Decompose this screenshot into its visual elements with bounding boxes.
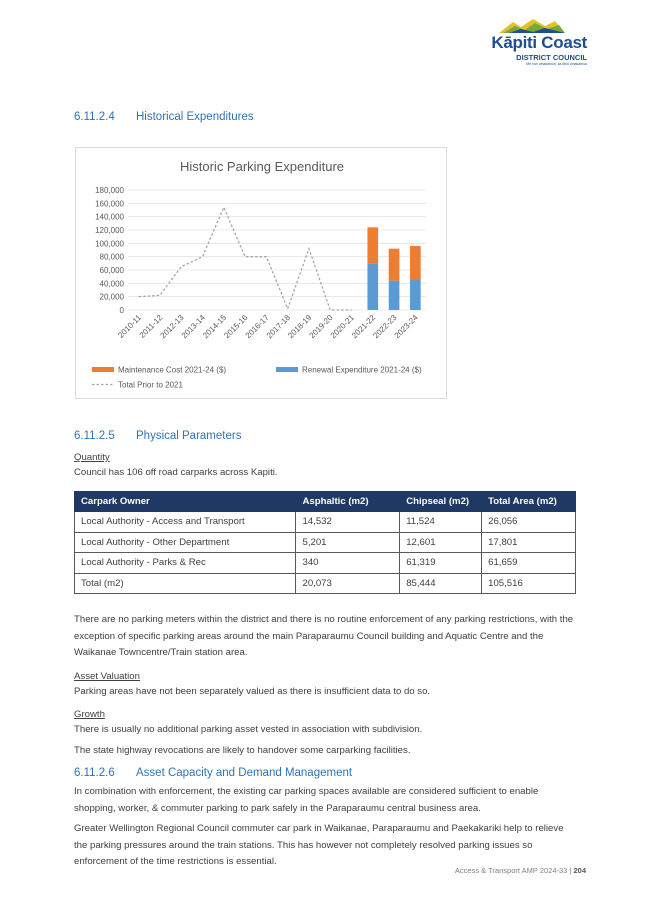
carpark-area-table xyxy=(74,491,576,594)
quantity-heading: Quantity xyxy=(74,452,110,463)
x-tick-label: 2023-24 xyxy=(392,313,420,341)
y-tick-label: 20,000 xyxy=(99,292,124,302)
bar-renewal xyxy=(367,263,378,310)
section-heading-capacity-demand xyxy=(74,767,352,779)
bar-renewal xyxy=(389,281,400,310)
legend-label: Total Prior to 2021 xyxy=(118,380,183,390)
legend-swatch xyxy=(92,367,114,372)
capacity-paragraph-2: Greater Wellington Regional Council commuter car park in Waikanae, Paraparaumu and Paekakariki help to relieve the parking pressures around the train stations. This has however not completely resolved parking issues so enforcement of the time restrictions is essential. xyxy=(74,823,564,867)
section-heading-physical-parameters xyxy=(74,430,241,442)
page-footer xyxy=(455,866,586,875)
table-row xyxy=(75,553,576,574)
x-tick-label: 2016-17 xyxy=(243,313,271,341)
x-tick-label: 2018-19 xyxy=(286,313,314,341)
series-line-total-prior xyxy=(139,207,352,310)
section-title: Physical Parameters xyxy=(136,430,242,442)
bar-renewal xyxy=(410,280,421,310)
logo-tagline: Me huri whakamuri, ka titiro whakamua xyxy=(526,62,587,66)
col-header-owner: Carpark Owner xyxy=(75,492,296,512)
y-tick-label: 0 xyxy=(119,306,124,315)
col-header-total: Total Area (m2) xyxy=(482,492,576,512)
y-tick-label: 100,000 xyxy=(95,239,124,249)
y-tick-label: 60,000 xyxy=(99,266,124,275)
y-tick-label: 160,000 xyxy=(95,199,124,209)
growth-heading: Growth xyxy=(74,709,105,720)
x-tick-label: 2019-20 xyxy=(307,313,335,341)
table-cell: 17,801 xyxy=(482,532,576,553)
table-cell: 20,073 xyxy=(296,573,400,594)
section-number: 6.11.2.6 xyxy=(74,767,115,779)
page-number: 204 xyxy=(573,866,586,875)
table-row xyxy=(75,532,576,553)
table-cell: 5,201 xyxy=(296,532,400,553)
table-cell: 26,056 xyxy=(482,512,576,533)
legend-label: Renewal Expenditure 2021-24 ($) xyxy=(302,365,422,375)
logo-subtitle: DISTRICT COUNCIL xyxy=(516,53,587,62)
bar-maintenance xyxy=(367,227,378,263)
col-header-asphaltic: Asphaltic (m2) xyxy=(296,492,400,512)
table-cell: Local Authority - Parks & Rec xyxy=(75,553,296,574)
logo-hills-icon xyxy=(499,18,565,34)
chart-title: Historic Parking Expenditure xyxy=(179,159,345,174)
legend-label: Maintenance Cost 2021-24 ($) xyxy=(118,365,227,375)
asset-valuation-text: Parking areas have not been separately valued as there is insufficient data to do so. xyxy=(74,686,431,697)
y-tick-label: 120,000 xyxy=(95,226,124,235)
section-title: Historical Expenditures xyxy=(136,111,254,123)
y-tick-label: 180,000 xyxy=(95,186,124,195)
section-number: 6.11.2.4 xyxy=(74,111,115,123)
table-header-row xyxy=(75,492,576,512)
table-row-total xyxy=(75,573,576,594)
capacity-paragraph-1: In combination with enforcement, the existing car parking spaces available are considered sufficient to enable shopping, worker, & commuter parking to park safely in the Paraparaumu central business area. xyxy=(74,786,539,814)
legend-swatch xyxy=(276,367,298,372)
x-tick-label: 2013-14 xyxy=(179,313,207,341)
x-tick-label: 2015-16 xyxy=(222,313,250,341)
table-cell: 12,601 xyxy=(400,532,482,553)
section-heading-historical-expenditures xyxy=(74,111,254,123)
y-tick-label: 40,000 xyxy=(99,279,124,289)
x-tick-label: 2017-18 xyxy=(264,313,293,341)
x-tick-label: 2010-11 xyxy=(116,313,144,340)
parking-meters-paragraph: There are no parking meters within the district and there is no routine enforcement of any parking restrictions, with the exception of specific parking areas around the main Paraparaumu Council building and Aquatic Centre and the Waikanae Towncentre/Train station area. xyxy=(74,614,574,658)
col-header-chipseal: Chipseal (m2) xyxy=(400,492,482,512)
x-tick-label: 2022-23 xyxy=(371,313,399,341)
x-tick-label: 2012-13 xyxy=(158,313,186,341)
table-cell: 340 xyxy=(296,553,400,574)
y-tick-label: 80,000 xyxy=(99,252,124,262)
table-cell: 61,659 xyxy=(482,553,576,574)
table-cell: Local Authority - Other Department xyxy=(75,532,296,553)
council-logo xyxy=(477,18,587,70)
x-tick-label: 2014-15 xyxy=(201,313,229,341)
table-cell: 11,524 xyxy=(400,512,482,533)
logo-name: Kāpiti Coast xyxy=(491,33,587,52)
historic-parking-chart xyxy=(75,147,447,399)
growth-text-2: The state highway revocations are likely to handover some carparking facilities. xyxy=(74,745,411,756)
quantity-text: Council has 106 off road carparks across Kapiti. xyxy=(74,467,278,478)
table-cell: 61,319 xyxy=(400,553,482,574)
chart-svg xyxy=(76,148,448,400)
table-cell: Local Authority - Access and Transport xyxy=(75,512,296,533)
bar-maintenance xyxy=(410,246,421,280)
x-tick-label: 2011-12 xyxy=(137,313,165,340)
x-tick-label: 2021-22 xyxy=(350,313,378,341)
y-tick-label: 140,000 xyxy=(95,212,124,222)
table-cell: 14,532 xyxy=(296,512,400,533)
table-cell: Total (m2) xyxy=(75,573,296,594)
asset-valuation-heading: Asset Valuation xyxy=(74,671,140,682)
table-cell: 105,516 xyxy=(482,573,576,594)
x-tick-label: 2020-21 xyxy=(328,313,356,341)
section-title: Asset Capacity and Demand Management xyxy=(136,767,353,779)
footer-separator: | xyxy=(569,866,572,875)
bar-maintenance xyxy=(389,249,400,281)
footer-doc-title: Access & Transport AMP 2024-33 xyxy=(454,866,568,875)
growth-text-1: There is usually no additional parking asset vested in association with subdivision. xyxy=(74,724,423,735)
table-cell: 85,444 xyxy=(400,573,482,594)
table-row xyxy=(75,512,576,533)
section-number: 6.11.2.5 xyxy=(74,430,115,442)
